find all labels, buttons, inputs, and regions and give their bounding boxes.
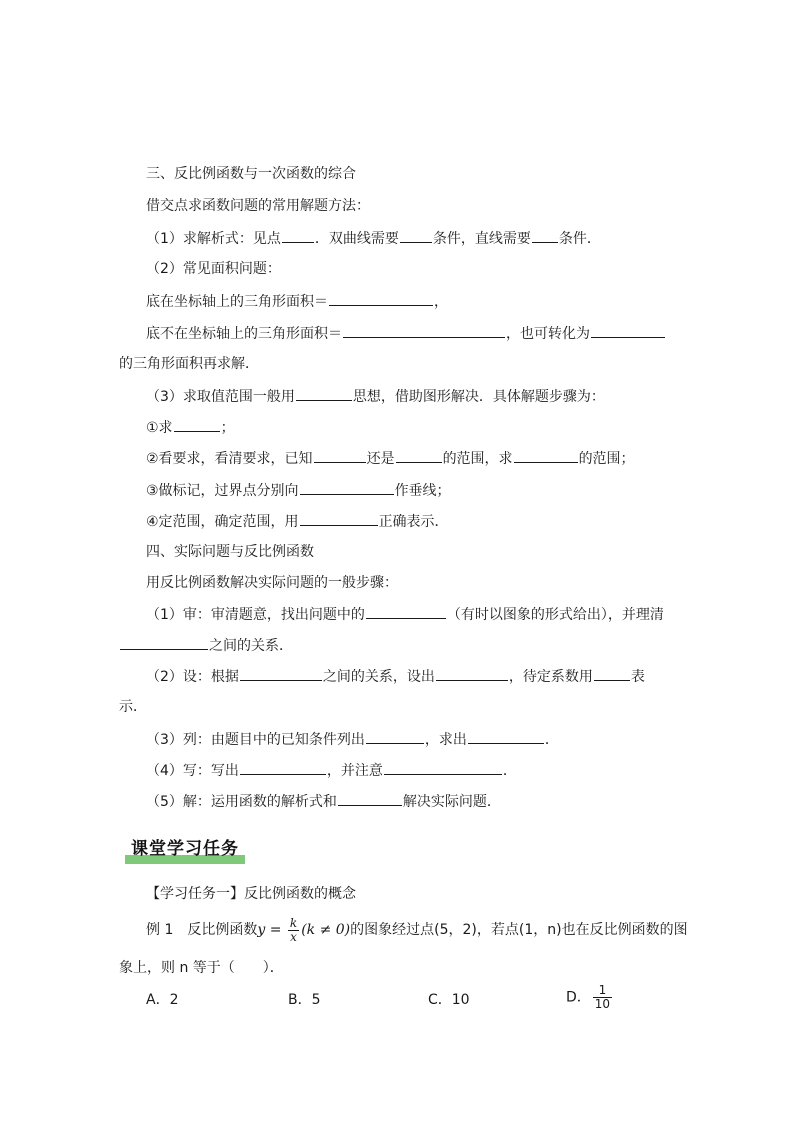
answer-blank bbox=[532, 228, 558, 243]
item-3-3: （3）求取值范围一般用 思想，借助图形解决．具体解题步骤为： bbox=[146, 386, 605, 407]
item-4-2: （2）设：根据 之间的关系，设出 ，待定系数用 表 bbox=[146, 666, 645, 687]
answer-blank bbox=[240, 666, 322, 681]
option-c: C．10 bbox=[428, 992, 470, 1008]
answer-blank bbox=[329, 291, 433, 306]
answer-blank bbox=[282, 228, 314, 243]
answer-blank bbox=[514, 448, 578, 463]
section-three-intro: 借交点求函数问题的常用解题方法： bbox=[146, 198, 370, 214]
answer-blank bbox=[400, 228, 432, 243]
example-one: 例 1 反比例函数y = $\frac{k}{x}$ (k ≠ 0)的图象经过点(5，2)，若点(1，n)也在反比例函数的图 bbox=[146, 915, 688, 944]
fraction-k-over-x: $\frac{k}{x}$ bbox=[289, 915, 298, 944]
step-1: ①求 ； bbox=[146, 417, 235, 438]
item-3-1: （1）求解析式：见点 ．双曲线需要 条件，直线需要 条件． bbox=[146, 228, 601, 249]
answer-blank bbox=[384, 760, 502, 775]
option-a: A．2 bbox=[146, 992, 179, 1008]
answer-blank bbox=[343, 323, 505, 338]
step-2: ②看要求，看清要求，已知 还是 的范围，求 的范围； bbox=[146, 448, 635, 469]
answer-blank bbox=[396, 448, 442, 463]
answer-blank bbox=[296, 386, 352, 401]
section-three-title: 三、反比例函数与一次函数的综合 bbox=[146, 166, 356, 182]
answer-blank bbox=[436, 666, 508, 681]
answer-blank bbox=[300, 480, 394, 495]
item-4-2-cont: 示． bbox=[119, 699, 147, 715]
item-4-1-cont: 之间的关系． bbox=[119, 635, 293, 656]
classroom-task-heading bbox=[125, 836, 245, 864]
item-4-4: （4）写：写出 ，并注意 ． bbox=[146, 760, 517, 781]
example-one-cont: 象上，则 n 等于（ ）． bbox=[119, 960, 284, 976]
answer-blank bbox=[314, 448, 366, 463]
item-4-5: （5）解：运用函数的解析式和 解决实际问题． bbox=[146, 791, 501, 812]
answer-blank bbox=[174, 417, 220, 432]
step-3: ③做标记，过界点分别向 作垂线； bbox=[146, 480, 451, 501]
item-3-2-a: 底在坐标轴上的三角形面积＝ ， bbox=[146, 291, 448, 312]
answer-blank bbox=[240, 760, 326, 775]
item-3-2-c: 的三角形面积再求解． bbox=[119, 356, 259, 372]
task-one-title: 【学习任务一】反比例函数的概念 bbox=[146, 886, 356, 902]
item-4-1: （1）审：审清题意，找出问题中的 （有时以图象的形式给出），并理清 bbox=[146, 604, 664, 625]
fraction-one-tenth: $\frac{1}{10}$ bbox=[594, 983, 611, 1011]
answer-blank bbox=[300, 511, 378, 526]
option-d: D． $\frac{1}{10}$ bbox=[566, 983, 611, 1011]
answer-blank bbox=[468, 729, 544, 744]
item-3-2-b: 底不在坐标轴上的三角形面积＝ ，也可转化为 bbox=[146, 323, 666, 344]
item-4-3: （3）列：由题目中的已知条件列出 ，求出 ． bbox=[146, 729, 559, 750]
section-four-title: 四、实际问题与反比例函数 bbox=[146, 544, 314, 560]
answer-blank bbox=[366, 604, 446, 619]
answer-blank bbox=[120, 635, 208, 650]
answer-blank bbox=[594, 666, 630, 681]
section-four-intro: 用反比例函数解决实际问题的一般步骤： bbox=[146, 575, 398, 591]
answer-blank bbox=[591, 323, 665, 338]
heading-text: 课堂学习任务 bbox=[131, 839, 239, 859]
answer-blank bbox=[366, 729, 424, 744]
item-3-2: （2）常见面积问题： bbox=[146, 261, 281, 277]
answer-blank bbox=[338, 791, 402, 806]
step-4: ④定范围，确定范围，用 正确表示． bbox=[146, 511, 449, 532]
option-b: B．5 bbox=[288, 992, 321, 1008]
